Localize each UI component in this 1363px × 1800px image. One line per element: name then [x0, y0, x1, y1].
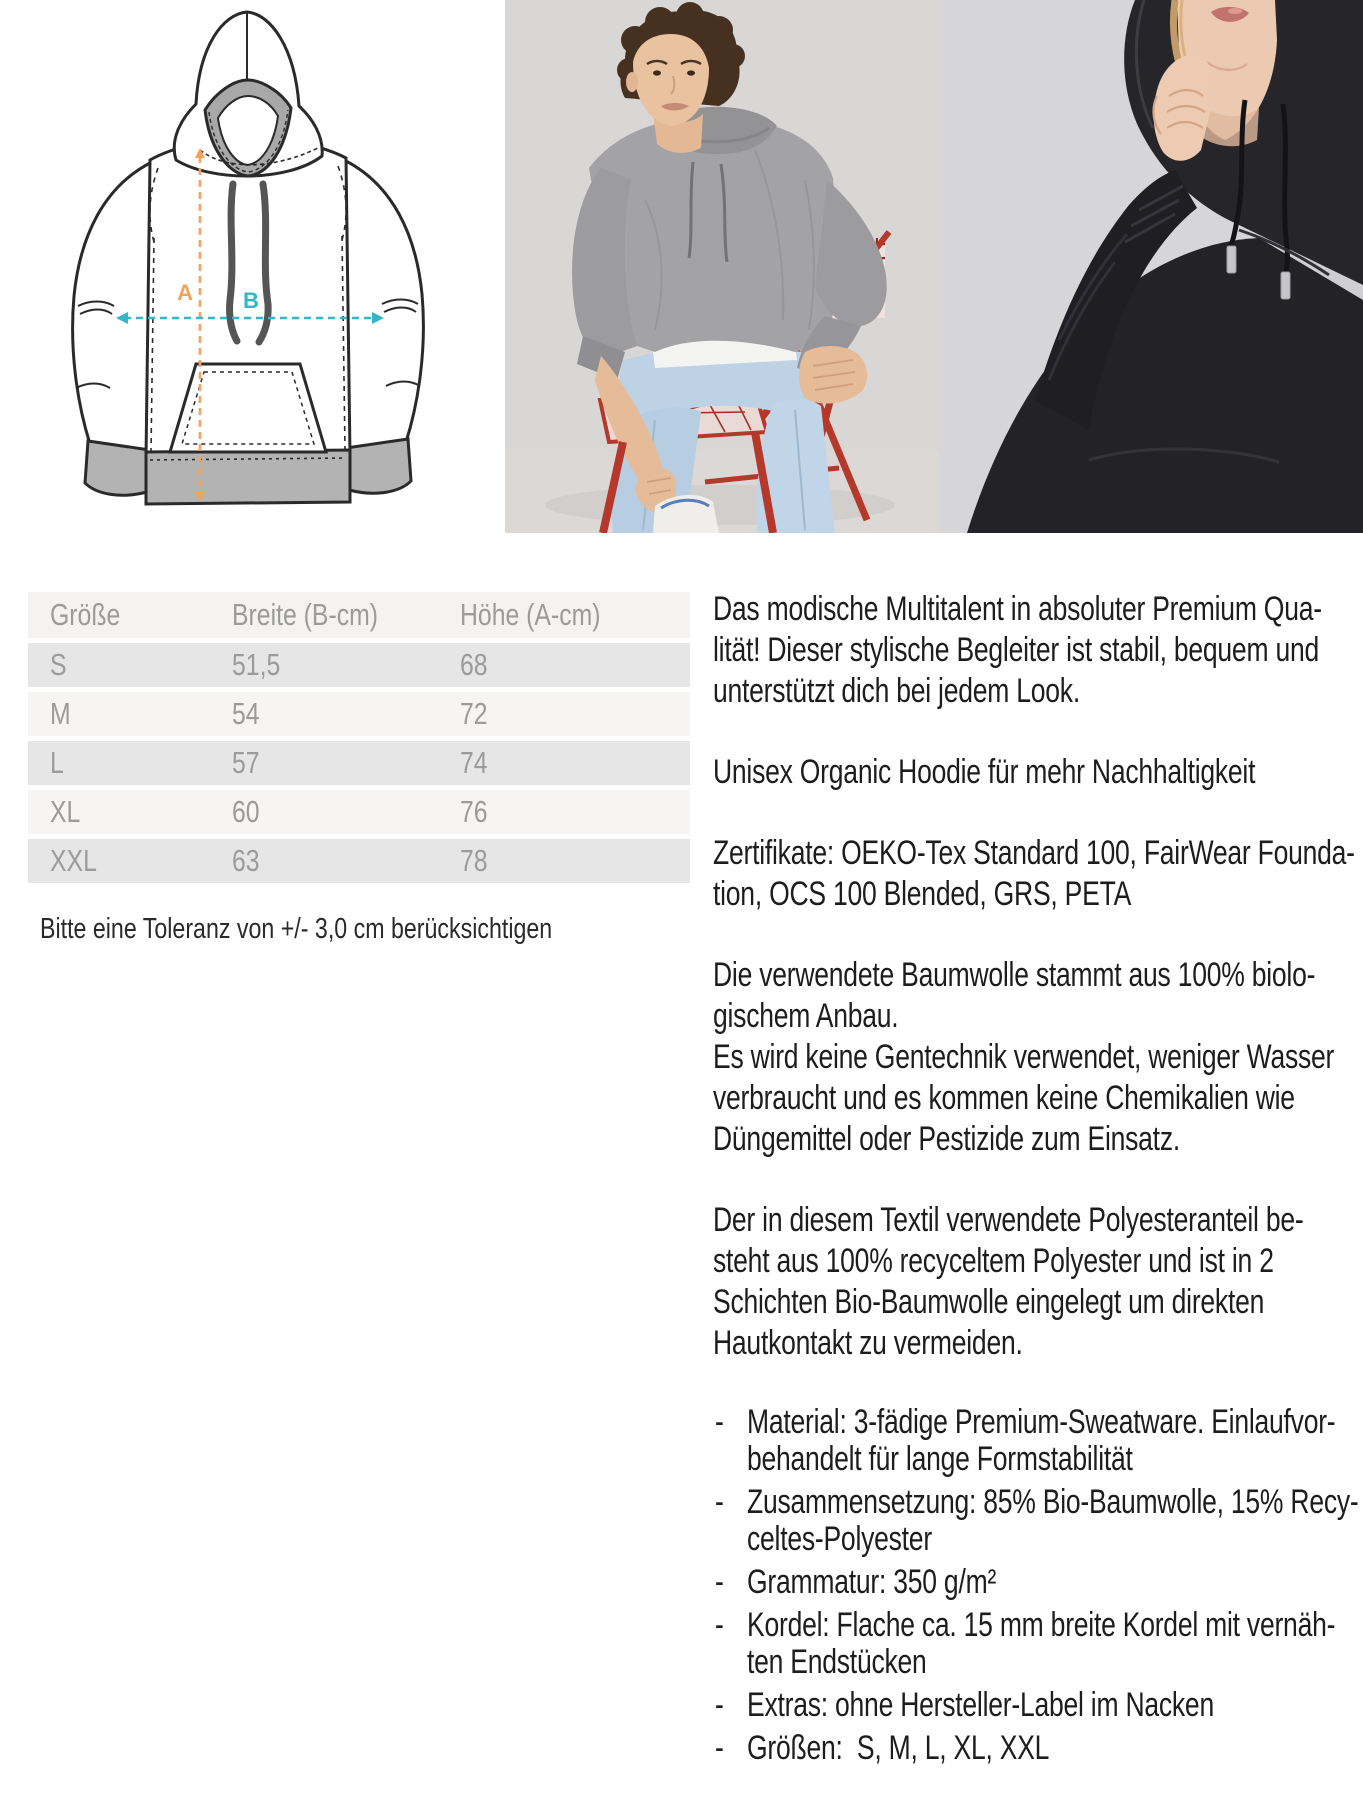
size-table-cell-text: M: [50, 696, 71, 731]
size-table-cell-text: 76: [460, 794, 488, 829]
product-description: [713, 589, 1363, 1773]
size-table-cell: [460, 843, 690, 879]
size-table-cell-text: 51,5: [232, 647, 281, 682]
bullet-line: [747, 1484, 1363, 1521]
hoodie-measurement-diagram: [0, 0, 505, 533]
description-line-text: Hautkontakt zu vermeiden.: [713, 1324, 1023, 1362]
bullet-line-text: celtes-Polyester: [747, 1520, 932, 1558]
description-line: [713, 671, 1363, 712]
size-table-cell: [460, 745, 690, 781]
size-table-cell: [232, 696, 460, 732]
description-line-text: Zertifikate: OEKO-Tex Standard 100, FairWear Founda-: [713, 834, 1355, 872]
size-table-cell: [460, 794, 690, 830]
description-paragraph: [713, 589, 1363, 712]
bullet-line-text: Material: 3-fädige Premium-Sweatware. Einlaufvor-: [747, 1403, 1336, 1441]
bullet-line-text: Zusammensetzung: 85% Bio-Baumwolle, 15% Recy-: [747, 1483, 1359, 1521]
size-table-body: [28, 643, 690, 883]
size-table-cell-text: XXL: [50, 843, 97, 878]
bullet-line: [747, 1644, 1363, 1681]
size-table-cell: [28, 647, 232, 683]
woman-photo-illustration: [939, 0, 1363, 533]
description-line-text: tion, OCS 100 Blended, GRS, PETA: [713, 875, 1132, 913]
description-paragraph: [713, 955, 1363, 1160]
description-line-text: Der in diesem Textil verwendete Polyesteranteil be-: [713, 1201, 1304, 1239]
size-table: [28, 592, 690, 883]
size-table-cell: [232, 843, 460, 879]
size-table-cell: [460, 647, 690, 683]
size-table-cell: [28, 696, 232, 732]
kangaroo-pocket: [170, 364, 326, 452]
col-header-height: Höhe (A-cm): [460, 597, 601, 632]
bullet-dash: -: [715, 1686, 724, 1724]
description-line: [713, 1241, 1363, 1282]
description-line: [713, 589, 1363, 630]
description-line-text: Schichten Bio-Baumwolle eingelegt um direkten: [713, 1283, 1265, 1321]
right-cuff: [346, 439, 411, 493]
bullet-line: [747, 1441, 1363, 1478]
description-paragraph: [713, 752, 1363, 793]
size-table-cell: [28, 843, 232, 879]
description-line-text: lität! Dieser stylische Begleiter ist stabil, bequem und: [713, 631, 1319, 669]
size-table-header: [28, 592, 690, 638]
photo-woman-black-hoodie: [939, 0, 1363, 533]
bullet-line-text: Kordel: Flache ca. 15 mm breite Kordel mit vernäh-: [747, 1606, 1336, 1644]
bullet-line-text: behandelt für lange Formstabilität: [747, 1440, 1133, 1478]
size-table-cell: [232, 745, 460, 781]
size-table-cell-text: 54: [232, 696, 260, 731]
size-table-row: [28, 790, 690, 834]
size-table-cell: [460, 696, 690, 732]
description-line-text: Unisex Organic Hoodie für mehr Nachhaltigkeit: [713, 753, 1256, 791]
description-line: [713, 1282, 1363, 1323]
bullet-item: [713, 1404, 1363, 1478]
description-line-text: verbraucht und es kommen keine Chemikalien wie: [713, 1079, 1295, 1117]
bullet-line: [747, 1607, 1363, 1644]
bullet-line: [747, 1521, 1363, 1558]
bullet-dash: -: [715, 1483, 724, 1521]
col-header-width: Breite (B-cm): [232, 597, 379, 632]
description-line-text: Die verwendete Baumwolle stammt aus 100% biolo-: [713, 956, 1316, 994]
man-photo-illustration: [505, 0, 939, 533]
size-table-row: [28, 839, 690, 883]
size-table-cell-text: 60: [232, 794, 260, 829]
size-table-row: [28, 692, 690, 736]
description-line: [713, 752, 1363, 793]
description-line: [713, 833, 1363, 874]
description-bullet-list: [713, 1404, 1363, 1767]
description-line-text: Düngemittel oder Pestizide zum Einsatz.: [713, 1120, 1180, 1158]
size-table-cell: [232, 794, 460, 830]
size-table-cell-text: L: [50, 745, 64, 780]
bullet-line: [747, 1730, 1363, 1767]
bullet-line-text: Größen: S, M, L, XL, XXL: [747, 1729, 1050, 1767]
size-table-row: [28, 643, 690, 687]
bullet-line-text: ten Endstücken: [747, 1643, 927, 1681]
description-line: [713, 874, 1363, 915]
bullet-line-text: Extras: ohne Hersteller-Label im Nacken: [747, 1686, 1214, 1724]
description-line-text: Das modische Multitalent in absoluter Premium Qua-: [713, 590, 1322, 628]
description-line-text: Es wird keine Gentechnik verwendet, weniger Wasser: [713, 1038, 1335, 1076]
size-table-cell-text: XL: [50, 794, 81, 829]
photo-man-grey-hoodie: [505, 0, 939, 533]
bullet-item: [713, 1730, 1363, 1767]
bullet-item: [713, 1687, 1363, 1724]
bullet-dash: -: [715, 1729, 724, 1767]
description-line: [713, 1119, 1363, 1160]
description-line: [713, 955, 1363, 996]
bullet-dash: -: [715, 1563, 724, 1601]
description-line-text: unterstützt dich bei jedem Look.: [713, 672, 1080, 710]
size-table-cell: [28, 794, 232, 830]
col-header-size: Größe: [50, 597, 121, 632]
tolerance-text: Bitte eine Toleranz von +/- 3,0 cm berücksichtigen: [40, 913, 553, 945]
bullet-dash: -: [715, 1606, 724, 1644]
description-paragraph: [713, 1200, 1363, 1364]
description-line-text: gischem Anbau.: [713, 997, 899, 1035]
description-paragraph: [713, 833, 1363, 915]
size-table-cell-text: 63: [232, 843, 260, 878]
description-line: [713, 1078, 1363, 1119]
size-table-cell-text: S: [50, 647, 67, 682]
description-line: [713, 1037, 1363, 1078]
bullet-item: [713, 1484, 1363, 1558]
description-line: [713, 630, 1363, 671]
size-table-cell-text: 57: [232, 745, 260, 780]
description-line: [713, 1323, 1363, 1364]
bullet-line: [747, 1564, 1363, 1601]
size-table-cell-text: 68: [460, 647, 488, 682]
description-line-text: steht aus 100% recyceltem Polyester und ist in 2: [713, 1242, 1274, 1280]
size-table-cell: [232, 647, 460, 683]
bullet-line: [747, 1404, 1363, 1441]
size-table-cell-text: 78: [460, 843, 488, 878]
left-cuff: [85, 441, 150, 495]
bullet-line: [747, 1687, 1363, 1724]
size-table-row: [28, 741, 690, 785]
bullet-dash: -: [715, 1403, 724, 1441]
size-table-cell: [28, 745, 232, 781]
bullet-item: [713, 1607, 1363, 1681]
measure-b-label: B: [243, 288, 259, 313]
description-line: [713, 996, 1363, 1037]
bullet-line-text: Grammatur: 350 g/m²: [747, 1563, 997, 1601]
description-line: [713, 1200, 1363, 1241]
tolerance-note: [40, 913, 680, 946]
hoodie-line-art: [0, 0, 505, 533]
size-table-cell-text: 74: [460, 745, 488, 780]
measure-a-label: A: [177, 280, 193, 305]
bullet-item: [713, 1564, 1363, 1601]
size-table-cell-text: 72: [460, 696, 488, 731]
